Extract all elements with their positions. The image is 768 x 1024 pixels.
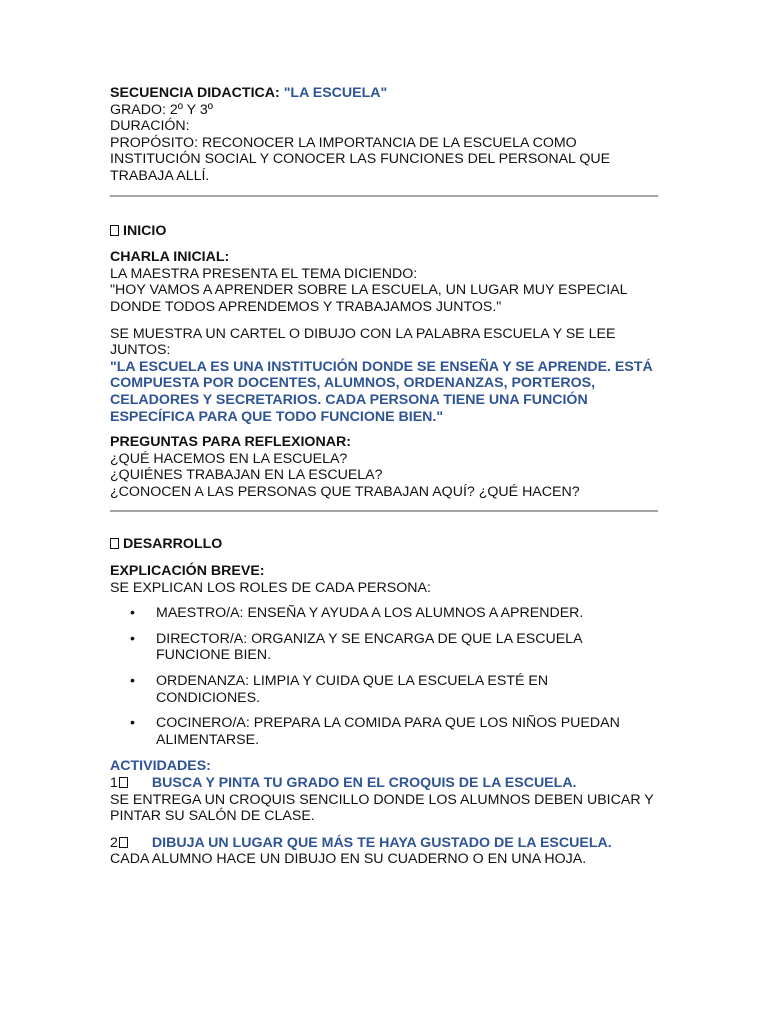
list-item: • ORDENANZA: LIMPIA Y CUIDA QUE LA ESCUELA ESTÉ EN CONDICIONES. — [110, 673, 658, 706]
definicion-line-3: CELADORES Y SECRETARIOS. CADA PERSONA TIENE UNA FUNCIÓN — [110, 391, 588, 408]
duracion-line: DURACIÓN: — [110, 118, 190, 135]
cartel-line-2: JUNTOS: — [110, 342, 171, 359]
list-item: • COCINERO/A: PREPARA LA COMIDA PARA QUE LOS NIÑOS PUEDAN ALIMENTARSE. — [110, 715, 658, 748]
list-item: • MAESTRO/A: ENSEÑA Y AYUDA A LOS ALUMNOS A APRENDER. — [110, 605, 658, 622]
actividad-2-title: DIBUJA UN LUGAR QUE MÁS TE HAYA GUSTADO DE LA ESCUELA. — [151, 834, 612, 851]
list-item: • DIRECTOR/A: ORGANIZA Y SE ENCARGA DE QUE LA ESCUELA FUNCIONE BIEN. — [110, 631, 658, 664]
pregunta-3: ¿CONOCEN A LAS PERSONAS QUE TRABAJAN AQUÍ? ¿QUÉ HACEN? — [110, 483, 580, 500]
definicion-line-1: "LA ESCUELA ES UNA INSTITUCIÓN DONDE SE ENSEÑA Y SE APRENDE. ESTÁ — [110, 358, 653, 375]
explicacion-intro: SE EXPLICAN LOS ROLES DE CADA PERSONA: — [110, 579, 431, 596]
header-section — [110, 85, 658, 185]
charla-line-2: "HOY VAMOS A APRENDER SOBRE LA ESCUELA, UN LUGAR MUY ESPECIAL — [110, 282, 628, 299]
charla-line-1: LA MAESTRA PRESENTA EL TEMA DICIENDO: — [110, 265, 418, 282]
inicio-heading: INICIO — [110, 223, 658, 240]
actividad-2 — [110, 835, 658, 868]
actividad-2-header: 2 DIBUJA UN LUGAR QUE MÁS TE HAYA GUSTADO DE LA ESCUELA. — [110, 834, 612, 851]
actividad-1-line-2: PINTAR SU SALÓN DE CLASE. — [110, 808, 315, 825]
inicio-section — [110, 223, 658, 501]
proposito-line-2: INSTITUCIÓN SOCIAL Y CONOCER LAS FUNCIONES DEL PERSONAL QUE — [110, 151, 611, 168]
title-value: "LA ESCUELA" — [283, 85, 388, 101]
actividad-2-line-1: CADA ALUMNO HACE UN DIBUJO EN SU CUADERNO O EN UNA HOJA. — [110, 851, 587, 868]
explicacion-title: EXPLICACIÓN BREVE: — [110, 563, 265, 580]
actividades-block — [110, 758, 658, 868]
charla-title: CHARLA INICIAL: — [110, 249, 230, 266]
checkbox-glyph-icon — [110, 225, 119, 236]
actividades-title: ACTIVIDADES: — [110, 758, 211, 775]
section-divider — [110, 195, 658, 197]
charla-line-3: DONDE TODOS APRENDEMOS Y TRABAJAMOS JUNTOS." — [110, 298, 502, 315]
definicion-line-2: COMPUESTA POR DOCENTES, ALUMNOS, ORDENANZAS, PORTEROS, — [110, 375, 596, 392]
title-label: SECUENCIA DIDACTICA: — [110, 85, 280, 101]
pregunta-2: ¿QUIÉNES TRABAJAN EN LA ESCUELA? — [110, 467, 383, 484]
checkbox-glyph-icon — [110, 538, 119, 549]
explicacion-block — [110, 563, 658, 596]
cartel-line-1: SE MUESTRA UN CARTEL O DIBUJO CON LA PALABRA ESCUELA Y SE LEE — [110, 325, 616, 342]
definicion-line-4: ESPECÍFICA PARA QUE TODO FUNCIONE BIEN." — [110, 408, 444, 425]
roles-list — [110, 605, 658, 748]
checkbox-glyph-icon — [119, 837, 128, 848]
actividad-1 — [110, 775, 658, 825]
cartel-block — [110, 326, 658, 426]
document-page — [110, 85, 658, 868]
actividad-1-title: BUSCA Y PINTA TU GRADO EN EL CROQUIS DE LA ESCUELA. — [151, 775, 577, 791]
charla-block — [110, 249, 658, 315]
actividad-1-line-1: SE ENTREGA UN CROQUIS SENCILLO DONDE LOS ALUMNOS DEBEN UBICAR Y — [110, 791, 654, 808]
checkbox-glyph-icon — [119, 777, 128, 788]
desarrollo-heading: DESARROLLO — [110, 536, 658, 553]
proposito-line-1: PROPÓSITO: RECONOCER LA IMPORTANCIA DE LA ESCUELA COMO — [110, 134, 577, 151]
actividad-1-header: 1 BUSCA Y PINTA TU GRADO EN EL CROQUIS DE LA ESCUELA. — [110, 775, 577, 791]
preguntas-title: PREGUNTAS PARA REFLEXIONAR: — [110, 434, 351, 451]
document-title — [110, 85, 658, 102]
section-divider — [110, 510, 658, 512]
preguntas-block — [110, 434, 658, 500]
grado-line: GRADO: 2º Y 3º — [110, 101, 213, 118]
desarrollo-section — [110, 536, 658, 868]
proposito-line-3: TRABAJA ALLÍ. — [110, 167, 210, 184]
pregunta-1: ¿QUÉ HACEMOS EN LA ESCUELA? — [110, 450, 348, 467]
